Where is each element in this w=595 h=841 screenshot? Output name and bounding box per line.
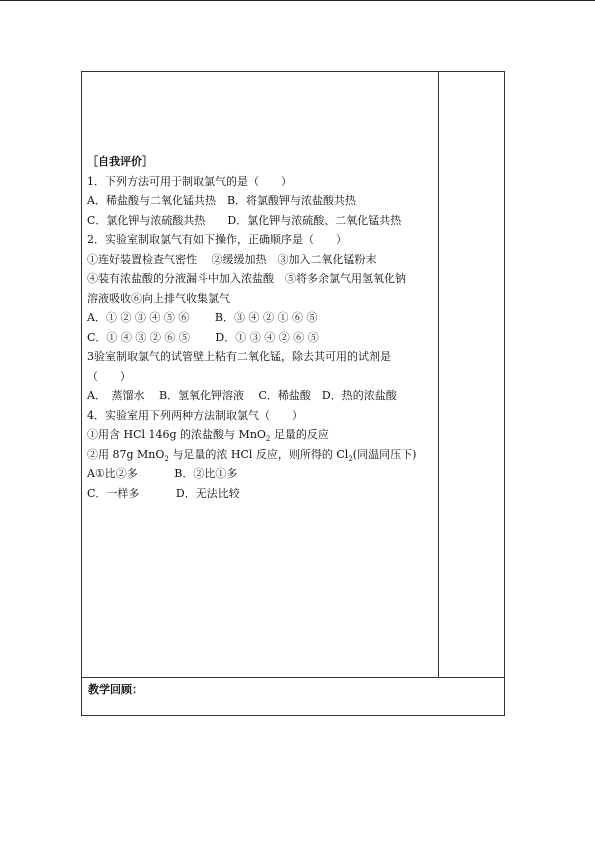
text-line: A①比②多 B．②比①多	[87, 467, 238, 480]
text-line: 3验室制取氯气的试管壁上粘有二氧化锰，除去其可用的试剂是	[87, 350, 391, 363]
top-rule	[0, 0, 595, 1]
text-line-q4-2: ②用 87g MnO$_2$ 与足量的浓 HCl 反应，则所得的 $Cl_2$(同温同压下)	[87, 447, 417, 463]
text-line: A． 蒸馏水 B．氢氧化钾溶液 C．稀盐酸 D．热的浓盐酸	[87, 389, 397, 402]
column-divider	[438, 72, 439, 677]
text-line: C．一样多 D．无法比较	[87, 486, 240, 500]
text-line: A．① ② ③ ④ ⑤ ⑥ B．③ ④ ② ① ⑥ ⑤	[87, 311, 318, 324]
teaching-review-label: 教学回顾：	[88, 683, 143, 696]
text-line: A．稀盐酸与二氧化锰共热 B．将氯酸钾与浓盐酸共热	[87, 194, 357, 207]
text-line: C．① ④ ③ ② ⑥ ⑤ D．① ③ ④ ② ⑥ ⑤	[87, 330, 319, 344]
text-line: ①连好装置检查气密性 ②缓缓加热 ③加入二氧化锰粉末	[87, 252, 377, 266]
text-line: 4．实验室用下列两种方法制取氯气（ ）	[87, 408, 303, 422]
text-line: 2．实验室制取氯气有如下操作，正确顺序是（ ）	[87, 233, 347, 246]
text-line: ④装有浓盐酸的分液漏斗中加入浓盐酸 ⑤将多余氯气用氢氧化钠	[87, 272, 406, 285]
section-title: ［自我评价］	[87, 155, 153, 168]
text-line: （ ）	[87, 369, 131, 383]
self-evaluation-section	[87, 152, 435, 503]
text-line: 溶液吸收⑥向上排气收集氯气	[87, 291, 230, 305]
text-line-q4-1: ①用含 HCl 146g 的浓盐酸与 MnO$_2$ 足量的反应	[87, 428, 329, 444]
worksheet-table	[81, 71, 505, 716]
text-line: C．氯化钾与浓硫酸共热 D．氯化钾与浓硫酸、二氧化锰共热	[87, 213, 402, 227]
text-line: 1．下列方法可用于制取氯气的是（ ）	[87, 174, 292, 188]
row-divider	[82, 677, 504, 678]
